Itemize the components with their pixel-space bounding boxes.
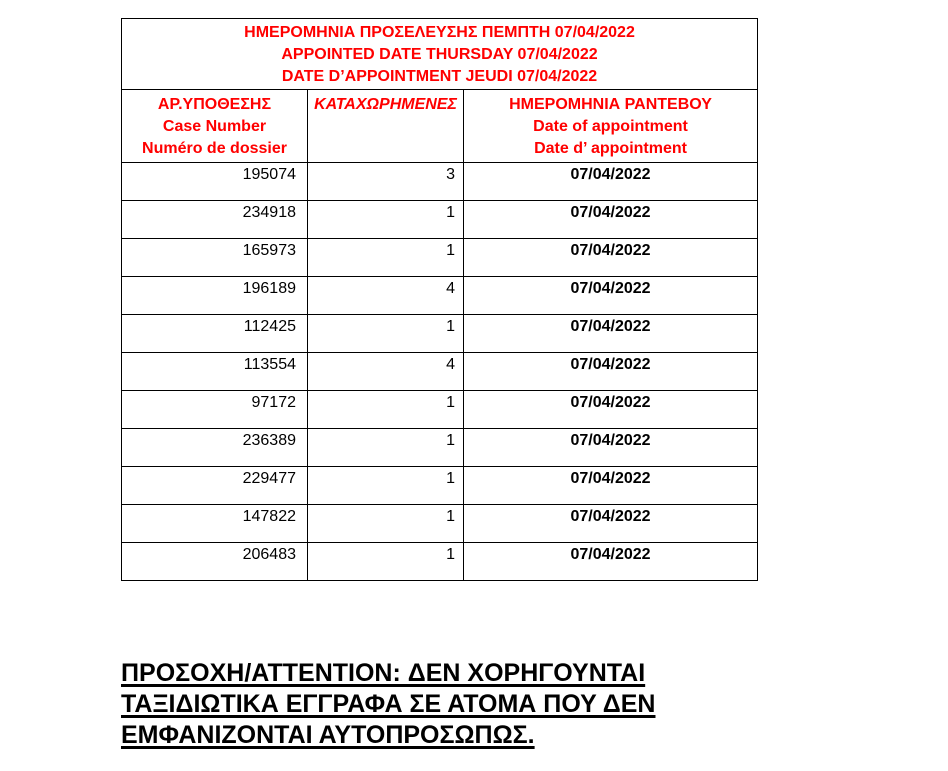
registered-count-cell: 1 (308, 505, 464, 543)
date-header-greek: ΗΜΕΡΟΜΗΝΙΑ ΡΑΝΤΕΒΟΥ (509, 96, 712, 113)
appointment-date-cell: 07/04/2022 (464, 543, 758, 581)
column-header-row (122, 90, 758, 163)
appointment-date-cell: 07/04/2022 (464, 505, 758, 543)
table-row (122, 505, 758, 543)
table-row (122, 467, 758, 505)
registered-count-cell: 1 (308, 429, 464, 467)
registered-count-cell: 1 (308, 467, 464, 505)
registered-count-cell: 1 (308, 315, 464, 353)
appointment-date-cell: 07/04/2022 (464, 353, 758, 391)
case-header-greek: ΑΡ.ΥΠΟΘΕΣΗΣ (157, 96, 272, 113)
table-row (122, 163, 758, 201)
appointments-table (121, 18, 758, 581)
appointment-date-cell: 07/04/2022 (464, 429, 758, 467)
table-row (122, 277, 758, 315)
case-number-cell: 113554 (122, 353, 308, 391)
column-header-date (464, 90, 758, 163)
table-row (122, 353, 758, 391)
case-number-cell: 236389 (122, 429, 308, 467)
banner-line-french: DATE D’APPOINTMENT JEUDI 07/04/2022 (281, 68, 598, 85)
case-number-cell: 206483 (122, 543, 308, 581)
column-header-case (122, 90, 308, 163)
registered-count-cell: 1 (308, 543, 464, 581)
attention-notice-line2: ΤΑΞΙΔΙΩΤΙΚΑ ΕΓΓΡΑΦΑ ΣΕ ΑΤΟΜΑ ΠΟΥ ΔΕΝ (121, 690, 656, 718)
registered-count-cell: 1 (308, 201, 464, 239)
case-number-cell: 196189 (122, 277, 308, 315)
attention-notice (121, 658, 761, 751)
banner-line-greek: ΗΜΕΡΟΜΗΝΙΑ ΠΡΟΣΕΛΕΥΣΗΣ ΠΕΜΠΤΗ 07/04/2022 (244, 24, 635, 41)
table-row (122, 391, 758, 429)
table-row (122, 429, 758, 467)
case-number-cell: 97172 (122, 391, 308, 429)
case-number-cell: 195074 (122, 163, 308, 201)
case-number-cell: 165973 (122, 239, 308, 277)
registered-header-greek: ΚΑΤΑΧΩΡΗΜΕΝΕΣ (314, 96, 457, 113)
appointment-date-cell: 07/04/2022 (464, 467, 758, 505)
date-header-english: Date of appointment (533, 118, 688, 135)
case-header-english: Case Number (162, 118, 267, 135)
appointment-date-cell: 07/04/2022 (464, 201, 758, 239)
case-number-cell: 234918 (122, 201, 308, 239)
table-row (122, 543, 758, 581)
column-header-registered (308, 90, 464, 163)
case-header-french: Numéro de dossier (142, 140, 287, 157)
attention-notice-line3: ΕΜΦΑΝΙΖΟΝΤΑΙ ΑΥΤΟΠΡΟΣΩΠΩΣ. (121, 721, 535, 749)
attention-notice-line1: ΠΡΟΣΟΧΗ/ATTENTION: ΔΕΝ ΧΟΡΗΓΟΥΝΤΑΙ (121, 659, 646, 687)
date-header-french: Date d’ appointment (534, 140, 687, 157)
appointment-date-cell: 07/04/2022 (464, 277, 758, 315)
banner-cell (122, 19, 758, 90)
appointment-date-cell: 07/04/2022 (464, 163, 758, 201)
registered-count-cell: 1 (308, 391, 464, 429)
appointment-date-cell: 07/04/2022 (464, 239, 758, 277)
table-row (122, 239, 758, 277)
registered-count-cell: 1 (308, 239, 464, 277)
case-number-cell: 112425 (122, 315, 308, 353)
table-row (122, 201, 758, 239)
case-number-cell: 147822 (122, 505, 308, 543)
registered-count-cell: 4 (308, 277, 464, 315)
banner-line-english: APPOINTED DATE THURSDAY 07/04/2022 (281, 46, 598, 63)
appointment-date-cell: 07/04/2022 (464, 391, 758, 429)
banner-row (122, 19, 758, 90)
registered-count-cell: 3 (308, 163, 464, 201)
registered-count-cell: 4 (308, 353, 464, 391)
appointment-date-cell: 07/04/2022 (464, 315, 758, 353)
table-row (122, 315, 758, 353)
case-number-cell: 229477 (122, 467, 308, 505)
